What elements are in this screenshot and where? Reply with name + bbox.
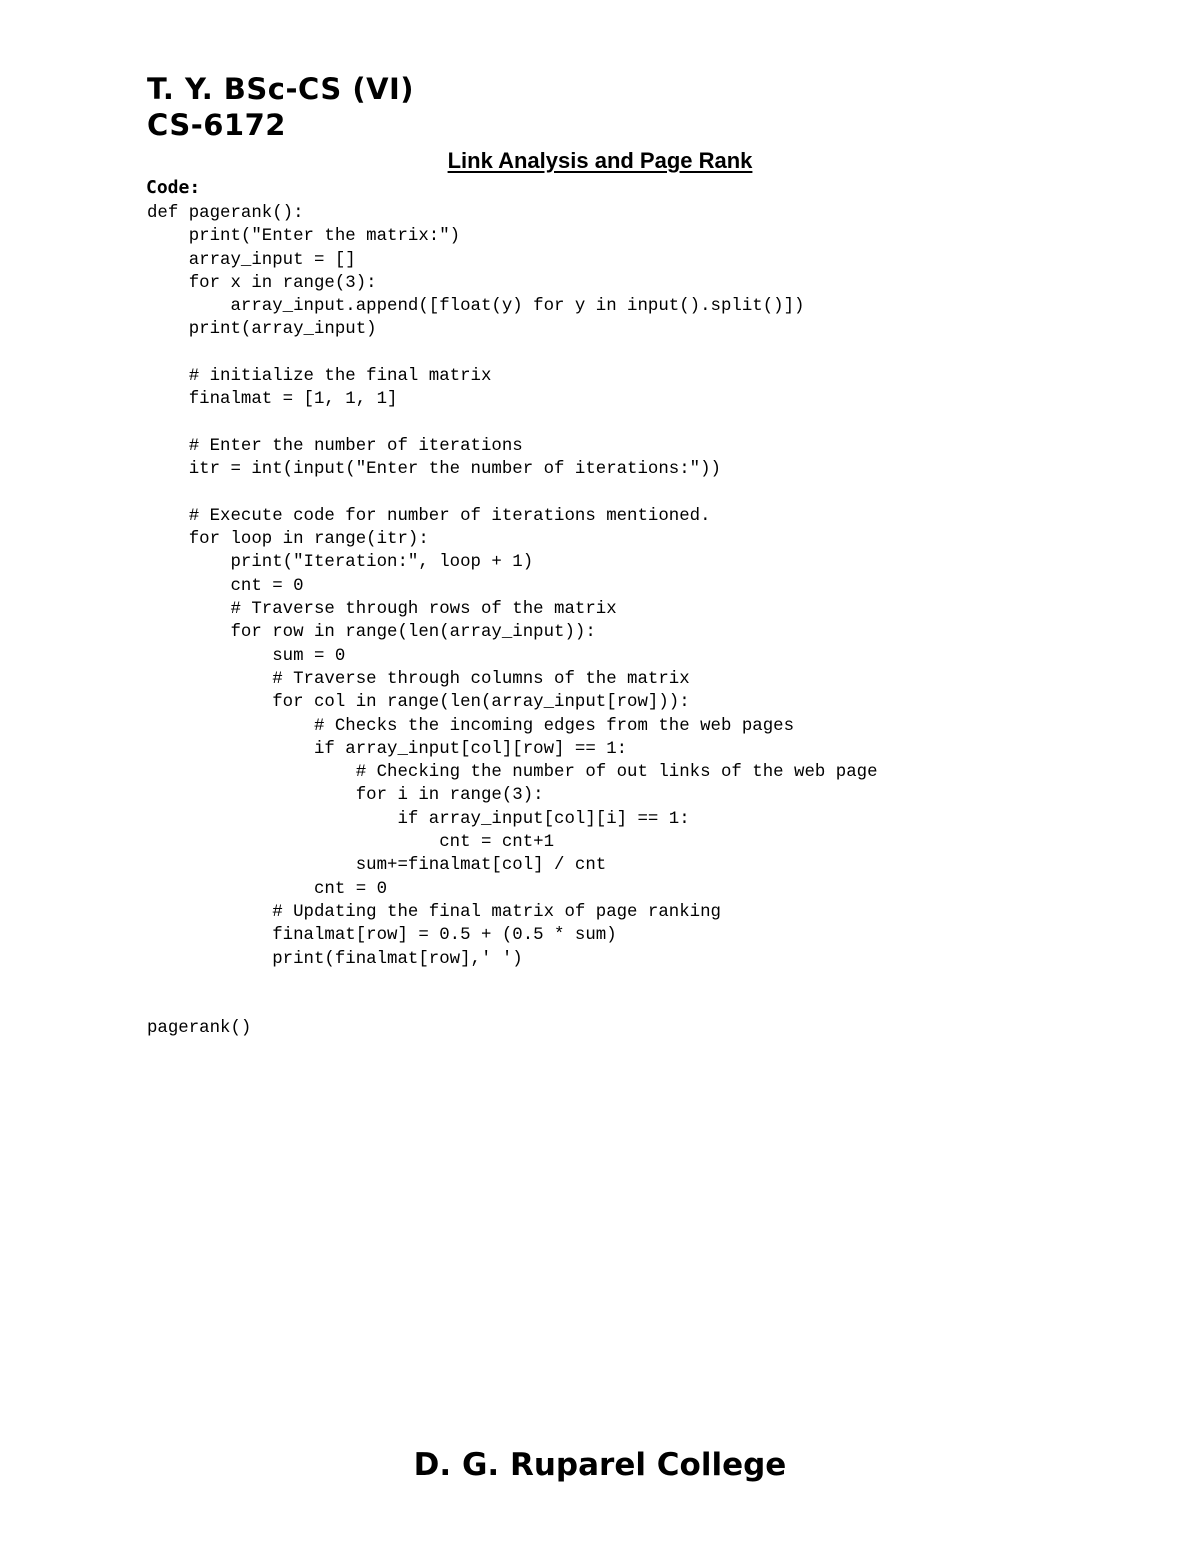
code-line: sum = 0 [147,646,346,666]
code-line: print(finalmat[row],' ') [147,949,523,969]
code-line: cnt = 0 [147,879,388,899]
code-line: array_input = [] [147,250,356,270]
course-code: CS-6172 [147,108,286,142]
code-line: # Traverse through rows of the matrix [147,600,617,620]
code-line: # Traverse through columns of the matrix [147,669,690,689]
code-line [147,342,878,365]
code-line: for row in range(len(array_input)): [147,623,596,643]
code-line: def pagerank(): [147,204,304,223]
code-line: sum+=finalmat[col] / cnt [147,856,607,876]
course-heading: T. Y. BSc-CS (VI) [147,72,415,106]
code-line: finalmat = [1, 1, 1] [147,390,398,410]
document-title [0,146,1200,176]
code-line [147,971,878,994]
code-line: # Execute code for number of iterations mentioned. [147,506,711,526]
code-line: # Checking the number of out links of the web page [147,763,878,783]
code-line [147,412,878,435]
code-line: print(array_input) [147,320,377,340]
document-title-text: Link Analysis and Page Rank [447,148,753,173]
code-line: cnt = 0 [147,576,304,596]
code-block [147,202,878,1041]
code-line: pagerank() [147,1019,252,1039]
code-line: for loop in range(itr): [147,530,429,550]
code-line: print("Enter the matrix:") [147,227,461,247]
code-label: Code: [146,177,201,198]
college-name: D. G. Ruparel College [413,1447,787,1483]
code-line: for x in range(3): [147,273,377,293]
code-line: itr = int(input("Enter the number of iterations:")) [147,460,721,480]
code-line: if array_input[col][i] == 1: [147,809,690,829]
code-line [147,994,878,1017]
code-line: finalmat[row] = 0.5 + (0.5 * sum) [147,926,617,946]
code-line: cnt = cnt+1 [147,833,555,853]
code-line: # Checks the incoming edges from the web pages [147,716,795,736]
code-line: if array_input[col][row] == 1: [147,739,628,759]
code-line: for i in range(3): [147,786,544,806]
code-line: # initialize the final matrix [147,367,492,387]
code-line [147,482,878,505]
code-line: print("Iteration:", loop + 1) [147,553,534,573]
code-line: # Updating the final matrix of page ranking [147,902,721,922]
code-line: array_input.append([float(y) for y in input().split()]) [147,297,805,317]
code-line: # Enter the number of iterations [147,436,523,456]
code-line: for col in range(len(array_input[row])): [147,693,690,713]
